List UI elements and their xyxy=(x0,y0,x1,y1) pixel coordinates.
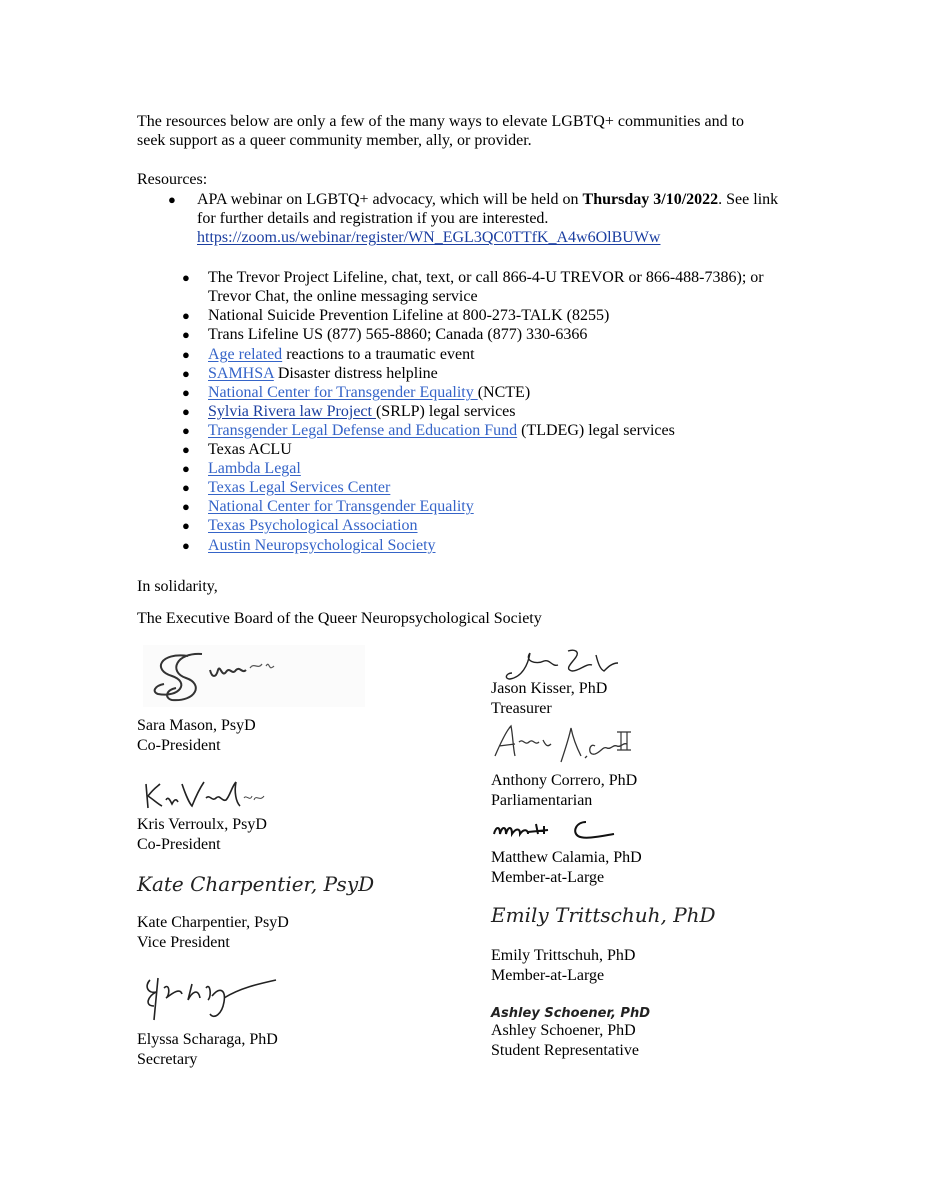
closing-solidarity: In solidarity, xyxy=(137,578,218,595)
ans-link[interactable]: Austin Neuropsychological Society xyxy=(208,537,436,554)
bullet-icon: ● xyxy=(182,423,190,438)
bullet-icon: ● xyxy=(182,480,190,495)
list-item-suicide-lifeline xyxy=(182,306,822,325)
signer-block-trittschuh xyxy=(491,946,635,986)
list-item-ncte xyxy=(182,383,822,402)
list-item-apa-webinar xyxy=(168,190,788,247)
list-item-age-related xyxy=(182,345,822,364)
srlp-text: (SRLP) legal services xyxy=(375,403,516,420)
signer-block-charpentier xyxy=(137,913,289,953)
signature-calamia-drawing xyxy=(492,818,622,844)
srlp-link[interactable]: Sylvia Rivera law Project xyxy=(208,403,376,420)
bullet-icon: ● xyxy=(182,347,190,362)
signature-correro xyxy=(491,722,641,770)
signer-role: Co-President xyxy=(137,737,221,754)
signer-block-scharaga xyxy=(137,1030,278,1070)
apa-date: Thursday 3/10/2022 xyxy=(582,191,719,208)
bullet-icon: ● xyxy=(168,192,176,207)
signer-role: Co-President xyxy=(137,836,221,853)
bullet-icon: ● xyxy=(182,385,190,400)
list-item-tldef xyxy=(182,421,822,440)
tpa-link[interactable]: Texas Psychological Association xyxy=(208,517,418,534)
texas-legal-services-link[interactable]: Texas Legal Services Center xyxy=(208,479,391,496)
signer-role: Student Representative xyxy=(491,1042,639,1059)
signer-block-calamia xyxy=(491,848,642,888)
signer-block-verroulx xyxy=(137,815,267,855)
bullet-icon: ● xyxy=(182,270,190,285)
ncte-text: (NCTE) xyxy=(477,384,531,401)
intro-line-2: seek support as a queer community member, ally, or provider. xyxy=(137,132,532,149)
apa-text-before: APA webinar on LGBTQ+ advocacy, which will be held on xyxy=(197,191,583,208)
trevor-text: The Trevor Project Lifeline, chat, text, or call 866-4-U TREVOR or 866-488-7386); or Trevor Chat, the online messaging service xyxy=(208,269,764,305)
signature-calamia xyxy=(492,818,622,844)
bullet-icon: ● xyxy=(182,499,190,514)
tldef-link[interactable]: Transgender Legal Defense and Education Fund xyxy=(208,422,518,439)
bullet-icon: ● xyxy=(182,461,190,476)
signer-role: Member-at-Large xyxy=(491,967,605,984)
bullet-icon: ● xyxy=(182,366,190,381)
bullet-icon: ● xyxy=(182,327,190,342)
list-item-tpa xyxy=(182,516,822,535)
signature-trittschuh: Emily Trittschuh, PhD xyxy=(491,903,716,927)
list-item-ans xyxy=(182,536,822,555)
signature-charpentier: Kate Charpentier, PsyD xyxy=(137,872,375,896)
age-related-link[interactable]: Age related xyxy=(208,346,283,363)
texas-aclu-text: Texas ACLU xyxy=(208,441,292,458)
list-item-ncte-2 xyxy=(182,497,822,516)
samhsa-text: Disaster distress helpline xyxy=(273,365,438,382)
list-item-texas-aclu xyxy=(182,440,822,459)
signer-role: Parliamentarian xyxy=(491,792,593,809)
signer-block-kisser xyxy=(491,679,607,719)
signature-scharaga xyxy=(140,970,280,1025)
list-item-srlp xyxy=(182,402,822,421)
signature-mason-drawing xyxy=(150,648,310,708)
samhsa-link[interactable]: SAMHSA xyxy=(208,365,274,382)
intro-paragraph xyxy=(137,112,797,150)
ncte-link[interactable]: National Center for Transgender Equality xyxy=(208,384,478,401)
closing-board: The Executive Board of the Queer Neuropsychological Society xyxy=(137,610,542,627)
signature-verroulx-drawing xyxy=(140,778,270,812)
signature-mason xyxy=(150,648,310,708)
tldef-text: (TLDEG) legal services xyxy=(517,422,675,439)
list-item-texas-legal-services xyxy=(182,478,822,497)
signature-scharaga-drawing xyxy=(140,970,280,1025)
list-item-samhsa xyxy=(182,364,822,383)
signature-verroulx xyxy=(140,778,270,812)
signer-name: Ashley Schoener, PhD xyxy=(491,1022,636,1039)
signer-name: Jason Kisser, PhD xyxy=(491,680,608,697)
ncte-link-2[interactable]: National Center for Transgender Equality xyxy=(208,498,474,515)
signer-name: Sara Mason, PsyD xyxy=(137,717,256,734)
signer-block-schoener xyxy=(491,1021,639,1061)
suicide-lifeline-text: National Suicide Prevention Lifeline at 800-273-TALK (8255) xyxy=(208,307,610,324)
list-item-trans-lifeline xyxy=(182,325,822,344)
signer-name: Matthew Calamia, PhD xyxy=(491,849,642,866)
apa-registration-link[interactable]: https://zoom.us/webinar/register/WN_EGL3QC0TTfK_A4w6OlBUWw xyxy=(197,229,661,246)
signer-block-correro xyxy=(491,771,637,811)
apa-text-after: . See link for further details and registration if you are interested. xyxy=(197,191,779,227)
signer-role: Vice President xyxy=(137,934,230,951)
intro-line-1: The resources below are only a few of the many ways to elevate LGBTQ+ communities and to xyxy=(137,113,745,130)
age-related-text: reactions to a traumatic event xyxy=(282,346,475,363)
signer-role: Secretary xyxy=(137,1051,198,1068)
trans-lifeline-text: Trans Lifeline US (877) 565-8860; Canada (877) 330-6366 xyxy=(208,326,588,343)
list-item-lambda-legal xyxy=(182,459,822,478)
resources-heading: Resources: xyxy=(137,171,208,188)
bullet-icon: ● xyxy=(182,404,190,419)
signature-schoener: Ashley Schoener, PhD xyxy=(491,1006,651,1021)
lambda-legal-link[interactable]: Lambda Legal xyxy=(208,460,301,477)
list-item-trevor-project xyxy=(182,268,797,306)
bullet-icon: ● xyxy=(182,538,190,553)
signer-block-mason xyxy=(137,716,256,756)
signer-name: Elyssa Scharaga, PhD xyxy=(137,1031,278,1048)
signer-role: Treasurer xyxy=(491,700,552,717)
signature-correro-drawing xyxy=(491,722,641,770)
signer-name: Kate Charpentier, PsyD xyxy=(137,914,289,931)
bullet-icon: ● xyxy=(182,308,190,323)
signer-role: Member-at-Large xyxy=(491,869,605,886)
bullet-icon: ● xyxy=(182,518,190,533)
signer-name: Emily Trittschuh, PhD xyxy=(491,947,636,964)
bullet-icon: ● xyxy=(182,442,190,457)
signer-name: Kris Verroulx, PsyD xyxy=(137,816,267,833)
signer-name: Anthony Correro, PhD xyxy=(491,772,638,789)
